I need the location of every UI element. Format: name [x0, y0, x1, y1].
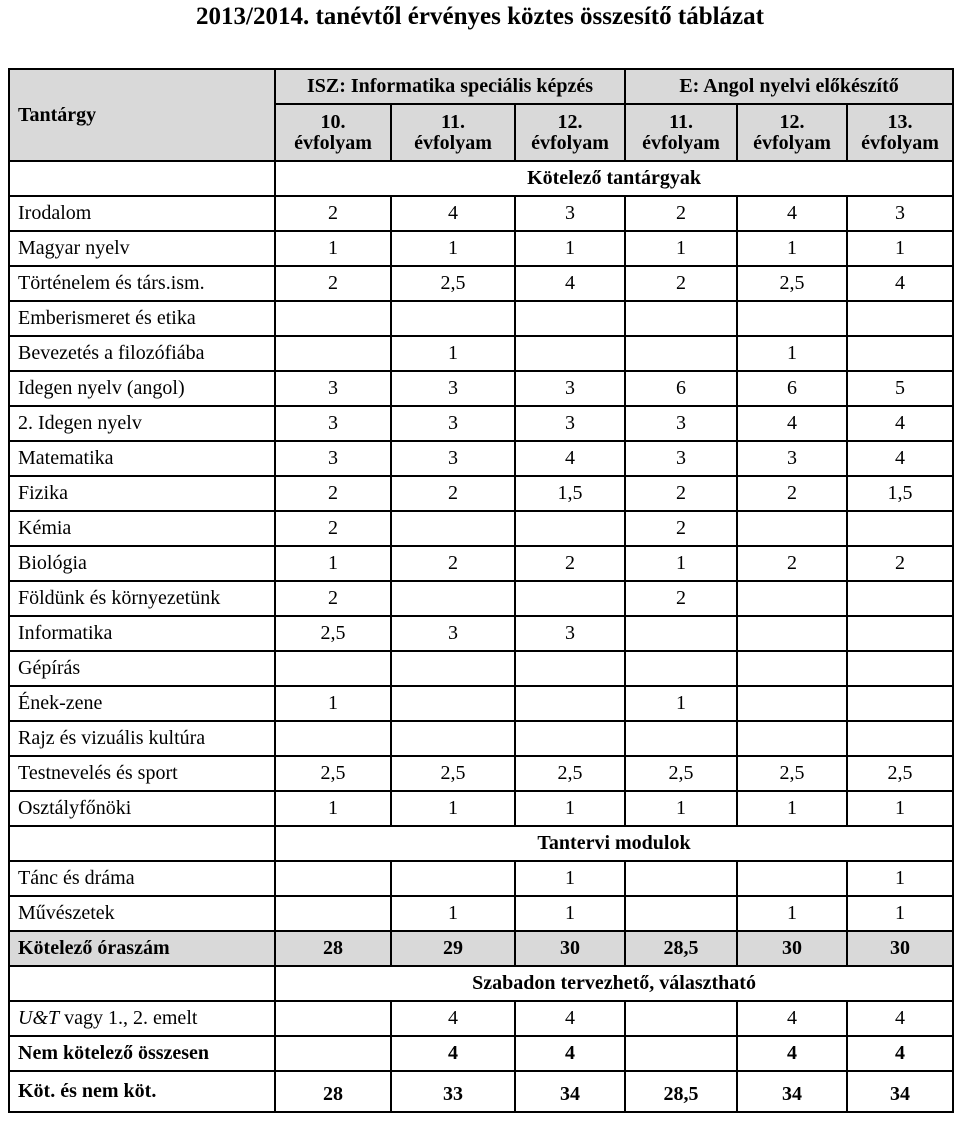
table-row: [9, 1071, 953, 1112]
hours-cell: 1: [275, 546, 391, 581]
hours-cell: [625, 896, 737, 931]
group-header-e: E: Angol nyelvi előkészítő: [625, 69, 953, 104]
hours-cell: 3: [275, 406, 391, 441]
hours-cell: 33: [391, 1071, 515, 1112]
grade-number: 10.: [320, 110, 346, 133]
hours-cell: 3: [625, 441, 737, 476]
subject-label: Osztályfőnöki: [9, 791, 275, 826]
hours-cell: 4: [847, 441, 953, 476]
hours-cell: [737, 301, 847, 336]
table-row: [9, 791, 953, 826]
hours-cell: 2: [275, 511, 391, 546]
hours-cell: 1: [391, 896, 515, 931]
table-row: [9, 406, 953, 441]
hours-cell: [737, 616, 847, 651]
table-row: [9, 581, 953, 616]
hours-cell: 3: [515, 616, 625, 651]
section-free-electives: Szabadon tervezhető, választható: [275, 966, 953, 1001]
hours-cell: 4: [847, 406, 953, 441]
page-title: 2013/2014. tanévtől érvényes köztes összesítő táblázat: [196, 3, 764, 30]
hours-cell: 2,5: [391, 266, 515, 301]
hours-cell: [625, 861, 737, 896]
hours-cell: 3: [391, 371, 515, 406]
table-row: [9, 721, 953, 756]
subject-label: Emberismeret és etika: [9, 301, 275, 336]
hours-cell: 3: [515, 406, 625, 441]
hours-cell: 2,5: [737, 756, 847, 791]
hours-cell: [275, 896, 391, 931]
hours-cell: 2,5: [625, 756, 737, 791]
hours-cell: [625, 651, 737, 686]
hours-cell: 2: [275, 476, 391, 511]
table-row: [9, 441, 953, 476]
hours-cell: 30: [847, 931, 953, 966]
hours-cell: [847, 686, 953, 721]
hours-cell: [391, 861, 515, 896]
hours-cell: 28: [275, 931, 391, 966]
hours-cell: [625, 301, 737, 336]
hours-cell: 1: [625, 546, 737, 581]
table-row: [9, 336, 953, 371]
hours-cell: 3: [737, 441, 847, 476]
hours-cell: 4: [391, 196, 515, 231]
hours-cell: 2: [847, 546, 953, 581]
table-row: [9, 301, 953, 336]
hours-cell: [737, 581, 847, 616]
subject-label: Matematika: [9, 441, 275, 476]
hours-cell: [515, 301, 625, 336]
grade-word: évfolyam: [861, 131, 939, 154]
subject-label: Bevezetés a filozófiába: [9, 336, 275, 371]
hours-cell: 1: [391, 336, 515, 371]
subject-label: Gépírás: [9, 651, 275, 686]
section-spacer: [9, 161, 275, 196]
hours-cell: [275, 1001, 391, 1036]
hours-cell: 3: [847, 196, 953, 231]
table-row: [9, 1001, 953, 1036]
subject-label: Biológia: [9, 546, 275, 581]
hours-cell: 5: [847, 371, 953, 406]
subject-label: Rajz és vizuális kultúra: [9, 721, 275, 756]
table-row: [9, 266, 953, 301]
hours-cell: [737, 686, 847, 721]
hours-cell: 4: [391, 1036, 515, 1071]
hours-cell: [847, 616, 953, 651]
hours-cell: 28,5: [625, 1071, 737, 1112]
table-row: [9, 1036, 953, 1071]
subject-label: Informatika: [9, 616, 275, 651]
hours-cell: [515, 651, 625, 686]
table-row: [9, 686, 953, 721]
hours-cell: 1: [391, 231, 515, 266]
hours-cell: [391, 581, 515, 616]
table-row: [9, 931, 953, 966]
section-mandatory-subjects: Kötelező tantárgyak: [275, 161, 953, 196]
hours-cell: 34: [737, 1071, 847, 1112]
hours-cell: 1: [625, 686, 737, 721]
hours-cell: 1: [515, 896, 625, 931]
hours-cell: 1: [847, 861, 953, 896]
hours-cell: 1: [625, 791, 737, 826]
grade-word: évfolyam: [753, 131, 831, 154]
hours-cell: 3: [275, 371, 391, 406]
hours-cell: 1,5: [515, 476, 625, 511]
subject-label: Földünk és környezetünk: [9, 581, 275, 616]
hours-cell: 2,5: [275, 616, 391, 651]
hours-cell: 1: [275, 791, 391, 826]
grade-header: [391, 104, 515, 161]
table-row: [9, 616, 953, 651]
table-row: [9, 511, 953, 546]
table-row: [9, 896, 953, 931]
hours-cell: 1: [625, 231, 737, 266]
hours-cell: 2: [625, 476, 737, 511]
grade-header: [275, 104, 391, 161]
subject-label: 2. Idegen nyelv: [9, 406, 275, 441]
hours-cell: [275, 336, 391, 371]
grade-number: 11.: [441, 110, 465, 133]
hours-cell: 1: [737, 231, 847, 266]
hours-cell: 1: [515, 861, 625, 896]
hours-cell: [847, 511, 953, 546]
hours-cell: 2: [275, 266, 391, 301]
hours-cell: [847, 581, 953, 616]
grade-word: évfolyam: [531, 131, 609, 154]
section-spacer: [9, 826, 275, 861]
hours-cell: [391, 721, 515, 756]
table-row: [9, 196, 953, 231]
subject-label: Történelem és társ.ism.: [9, 266, 275, 301]
hours-cell: [275, 651, 391, 686]
hours-cell: 4: [737, 196, 847, 231]
table-row: [9, 476, 953, 511]
hours-cell: [515, 686, 625, 721]
hours-cell: [275, 861, 391, 896]
hours-cell: [515, 581, 625, 616]
hours-cell: [391, 686, 515, 721]
hours-cell: [625, 1001, 737, 1036]
hours-cell: [391, 651, 515, 686]
hours-cell: 2: [625, 266, 737, 301]
subject-label: Fizika: [9, 476, 275, 511]
hours-cell: 2: [391, 546, 515, 581]
hours-cell: 29: [391, 931, 515, 966]
hours-cell: [737, 651, 847, 686]
subject-label: Irodalom: [9, 196, 275, 231]
hours-cell: [847, 651, 953, 686]
hours-cell: 4: [847, 1036, 953, 1071]
hours-cell: 6: [737, 371, 847, 406]
hours-cell: [275, 721, 391, 756]
hours-cell: [515, 336, 625, 371]
hours-cell: 2: [625, 196, 737, 231]
hours-cell: [275, 301, 391, 336]
hours-cell: 28: [275, 1071, 391, 1112]
hours-cell: [515, 511, 625, 546]
hours-cell: [515, 721, 625, 756]
hours-cell: 1: [391, 791, 515, 826]
hours-cell: 3: [515, 196, 625, 231]
hours-cell: [391, 511, 515, 546]
subject-column-header: Tantárgy: [9, 69, 275, 161]
hours-cell: 2,5: [391, 756, 515, 791]
hours-cell: 2,5: [737, 266, 847, 301]
summary-table: [8, 68, 952, 1113]
hours-cell: 4: [515, 1036, 625, 1071]
hours-cell: 30: [737, 931, 847, 966]
grade-number: 13.: [887, 110, 913, 133]
hours-cell: [625, 1036, 737, 1071]
hours-cell: 1: [275, 231, 391, 266]
group-header-isz: ISZ: Informatika speciális képzés: [275, 69, 625, 104]
hours-cell: 2,5: [847, 756, 953, 791]
hours-cell: 2: [737, 476, 847, 511]
hours-cell: 3: [625, 406, 737, 441]
hours-cell: 1: [275, 686, 391, 721]
hours-cell: [625, 616, 737, 651]
subject-label: Tánc és dráma: [9, 861, 275, 896]
grade-header: [737, 104, 847, 161]
subject-label: Idegen nyelv (angol): [9, 371, 275, 406]
subject-label: Ének-zene: [9, 686, 275, 721]
hours-cell: 4: [847, 266, 953, 301]
hours-cell: 30: [515, 931, 625, 966]
hours-cell: 1: [737, 896, 847, 931]
hours-cell: 3: [275, 441, 391, 476]
hours-cell: 1,5: [847, 476, 953, 511]
table-row: [9, 756, 953, 791]
hours-cell: 2: [275, 196, 391, 231]
grade-header: [515, 104, 625, 161]
subject-label: Nem kötelező összesen: [9, 1036, 275, 1071]
subject-label: Köt. és nem köt.: [9, 1071, 275, 1112]
hours-cell: 34: [515, 1071, 625, 1112]
hours-cell: 3: [391, 441, 515, 476]
table-row: [9, 231, 953, 266]
hours-cell: [391, 301, 515, 336]
hours-cell: 3: [391, 616, 515, 651]
grade-header: [847, 104, 953, 161]
subject-label-rest: vagy 1., 2. emelt: [59, 1007, 198, 1029]
hours-cell: 4: [737, 1001, 847, 1036]
subject-label: Magyar nyelv: [9, 231, 275, 266]
hours-cell: 2: [625, 581, 737, 616]
hours-cell: 6: [625, 371, 737, 406]
grade-header: [625, 104, 737, 161]
hours-cell: [737, 511, 847, 546]
hours-cell: 28,5: [625, 931, 737, 966]
hours-cell: 2,5: [275, 756, 391, 791]
hours-cell: 2: [391, 476, 515, 511]
hours-cell: 2,5: [515, 756, 625, 791]
hours-cell: 3: [515, 371, 625, 406]
subject-label: Testnevelés és sport: [9, 756, 275, 791]
hours-cell: [847, 336, 953, 371]
grade-word: évfolyam: [642, 131, 720, 154]
hours-cell: 2: [737, 546, 847, 581]
hours-cell: 2: [515, 546, 625, 581]
hours-cell: [847, 721, 953, 756]
hours-cell: 2: [625, 511, 737, 546]
hours-cell: 4: [515, 441, 625, 476]
hours-cell: 1: [847, 791, 953, 826]
subject-label: [9, 1001, 275, 1036]
hours-cell: 4: [847, 1001, 953, 1036]
section-curriculum-modules: Tantervi modulok: [275, 826, 953, 861]
hours-cell: 4: [737, 1036, 847, 1071]
grade-word: évfolyam: [294, 131, 372, 154]
hours-cell: [275, 1036, 391, 1071]
hours-cell: 1: [847, 231, 953, 266]
grade-number: 12.: [779, 110, 805, 133]
subject-label: Művészetek: [9, 896, 275, 931]
hours-cell: 2: [275, 581, 391, 616]
hours-cell: 1: [847, 896, 953, 931]
grade-word: évfolyam: [414, 131, 492, 154]
hours-cell: 1: [737, 336, 847, 371]
hours-cell: [625, 721, 737, 756]
hours-cell: 4: [391, 1001, 515, 1036]
hours-cell: 4: [737, 406, 847, 441]
hours-cell: [847, 301, 953, 336]
table-row: [9, 546, 953, 581]
grade-number: 11.: [669, 110, 693, 133]
table-row: [9, 371, 953, 406]
table-row: [9, 651, 953, 686]
hours-cell: 1: [515, 791, 625, 826]
grade-number: 12.: [557, 110, 583, 133]
hours-cell: 34: [847, 1071, 953, 1112]
hours-cell: 4: [515, 266, 625, 301]
section-spacer: [9, 966, 275, 1001]
hours-cell: 1: [515, 231, 625, 266]
hours-cell: 1: [737, 791, 847, 826]
hours-cell: [737, 721, 847, 756]
table-row: [9, 861, 953, 896]
subject-label-italic: U&T: [18, 1007, 60, 1029]
hours-cell: [737, 861, 847, 896]
hours-cell: [625, 336, 737, 371]
subject-label: Kémia: [9, 511, 275, 546]
hours-cell: 3: [391, 406, 515, 441]
subject-label: Kötelező óraszám: [9, 931, 275, 966]
hours-cell: 4: [515, 1001, 625, 1036]
